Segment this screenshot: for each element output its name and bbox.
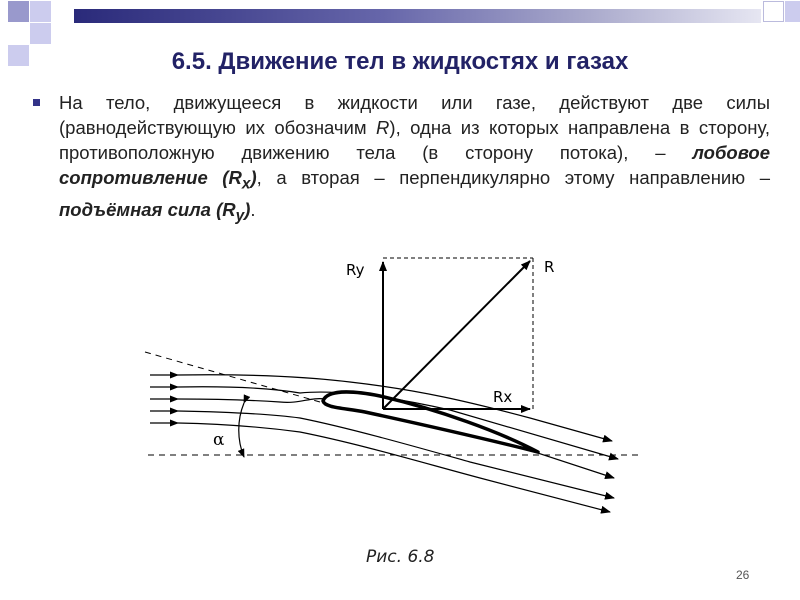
streamlines: [178, 375, 618, 512]
drag-term: лобовое сопротивление: [59, 142, 770, 188]
incoming-flow-arrows: [150, 375, 178, 423]
label-rx: Rx: [493, 388, 513, 406]
text-part-1: На тело, движущееся в жидкости или газе, действуют две силы (равнодействующую их обозначим: [59, 92, 770, 138]
resultant-force-arrow: [383, 261, 530, 409]
slide-title: 6.5. Движение тел в жидкостях и газах: [171, 48, 629, 75]
lift-term: подъёмная сила: [59, 198, 211, 220]
text-part-3: , а вторая – перпендикулярно этому направлению –: [256, 167, 770, 188]
text-part-2: ), одна из которых направлена в сторону, противоположную движению тела (в сторону потока), –: [59, 117, 770, 163]
text-part-4: .: [250, 198, 256, 220]
figure-caption: Рис. 6.8: [366, 547, 435, 567]
lift-symbol: R: [222, 198, 236, 220]
drag-close: ): [250, 167, 257, 188]
angle-of-attack-arc: [239, 403, 244, 457]
lift-open: (: [210, 198, 223, 220]
label-alpha: α: [213, 430, 225, 450]
resultant-symbol: R: [376, 117, 390, 138]
drag-symbol: R: [228, 167, 242, 188]
label-r: R: [544, 258, 555, 276]
label-ry: Ry: [346, 261, 365, 279]
lift-subscript: y: [235, 207, 245, 225]
drag-subscript: x: [241, 175, 251, 193]
slide-number: 26: [736, 568, 750, 582]
drag-open: (: [207, 167, 229, 188]
lift-close: ): [244, 198, 251, 220]
